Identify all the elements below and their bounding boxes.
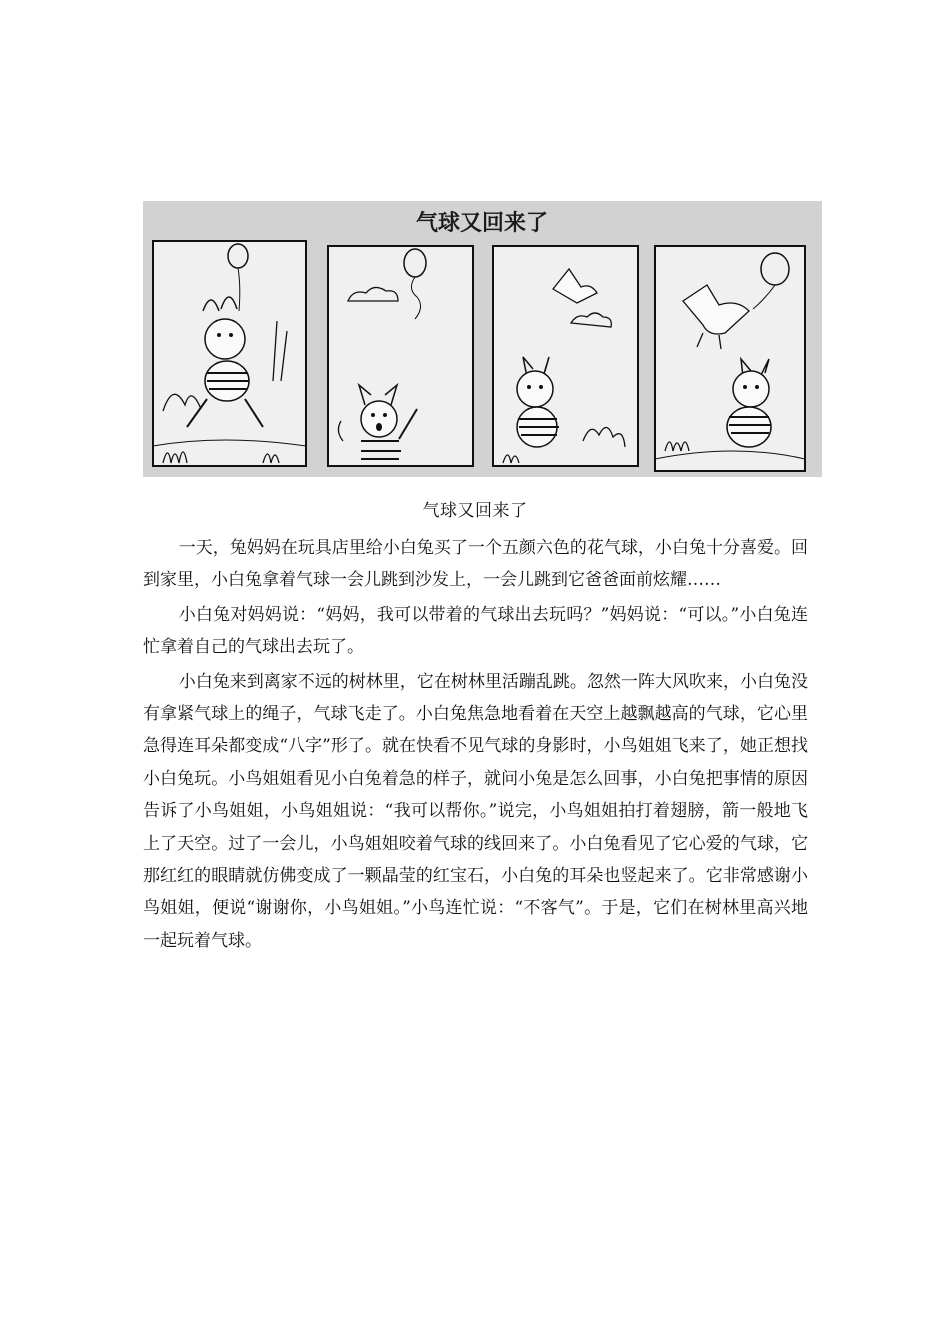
paragraph: 小白兔对妈妈说：“妈妈，我可以带着的气球出去玩吗？”妈妈说：“可以。”小白兔连忙拿着自己的气球出去玩了。 bbox=[143, 604, 808, 658]
paragraph: 一天，兔妈妈在玩具店里给小白兔买了一个五颜六色的花气球，小白兔十分喜爱。回到家里，小白兔拿着气球一会儿跳到沙发上，一会儿跳到它爸爸面前炫耀…… bbox=[143, 538, 808, 591]
balloon-flying-away-panel bbox=[328, 246, 473, 466]
figure-caption: 气球又回来了 bbox=[422, 501, 528, 521]
rabbit-holding-balloon-panel bbox=[153, 241, 306, 466]
bird-arrives-panel bbox=[493, 246, 638, 466]
paragraph: 小白兔来到离家不远的树林里，它在树林里活蹦乱跳。忽然一阵大风吹来，小白兔没有拿紧气球上的绳子，气球飞走了。小白兔焦急地看着在天空上越飘越高的气球，它心里急得连耳朵都变成“八字”形了。就在快看不见气球的身影时，小鸟姐姐飞来了，她正想找小白兔玩。小鸟姐姐看见小白兔着急的样子，就问小兔是怎么回事，小白兔把事情的原因告诉了小鸟姐姐，小鸟姐姐说：“我可以帮你。”说完，小鸟姐姐拍打着翅膀，箭一般地飞上了天空。过了一会儿，小鸟姐姐咬着气球的线回来了。小白兔看见了它心爱的气球，它那红红的眼睛就仿佛变成了一颗晶莹的红宝石，小白兔的耳朵也竖起来了。它非常感谢小鸟姐姐，便说“谢谢你，小鸟姐姐。”小鸟连忙说：“不客气”。于是，它们在树林里高兴地一起玩着气球。 bbox=[143, 671, 808, 951]
story-text bbox=[143, 532, 808, 957]
comic-title: 气球又回来了 bbox=[415, 211, 549, 236]
bird-returns-balloon-panel bbox=[655, 246, 805, 471]
comic-strip-image bbox=[143, 201, 822, 477]
